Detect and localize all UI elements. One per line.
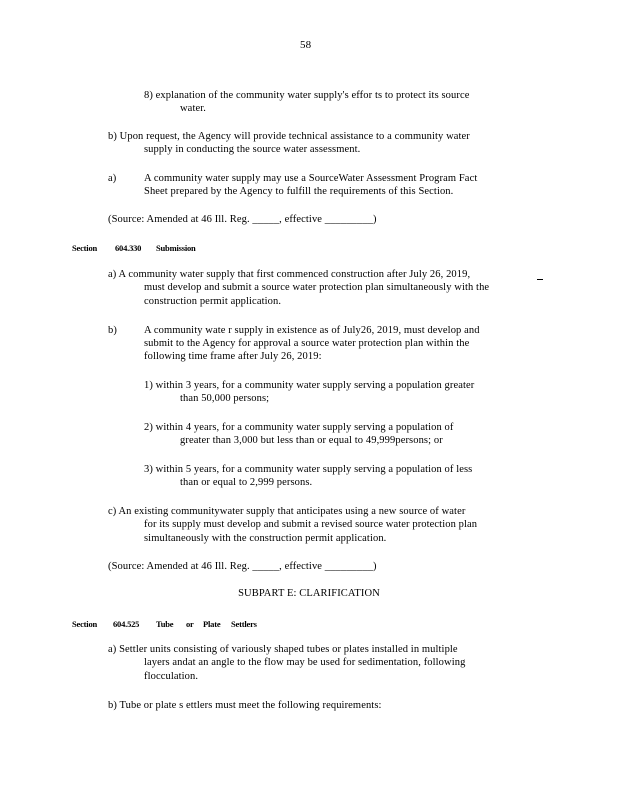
paragraph-a-settler-line-3: flocculation. bbox=[144, 671, 199, 682]
item-1-line-1: 1) within 3 years, for a community water supply serving a population greater bbox=[144, 380, 475, 391]
source-note-1: (Source: Amended at 46 Ill. Reg. _____, effective _________) bbox=[108, 214, 377, 225]
section-number-604-525: 604.525 bbox=[113, 619, 140, 629]
paragraph-a-settler-line-1: a) Settler units consisting of variously shaped tubes or plates installed in multiple bbox=[108, 644, 458, 655]
source-note-2: (Source: Amended at 46 Ill. Reg. _____, effective _________) bbox=[108, 561, 377, 572]
section-title-word-4: Settlers bbox=[231, 619, 257, 629]
section-label: Section bbox=[72, 243, 98, 253]
item-3-line-2: than or equal to 2,999 persons. bbox=[180, 477, 313, 488]
paragraph-a-marker: a) bbox=[108, 173, 117, 184]
paragraph-b-existence-line-3: following time frame after July 26, 2019: bbox=[144, 351, 322, 362]
paragraph-a-line-2: Sheet prepared by the Agency to fulfill the requirements of this Section. bbox=[144, 186, 454, 197]
item-2-line-1: 2) within 4 years, for a community water supply serving a population of bbox=[144, 422, 454, 433]
paragraph-a-commenced-line-1: a) A community water supply that first commenced construction after July 26, 2019, bbox=[108, 269, 471, 280]
paragraph-b-tube-line-1: b) Tube or plate s ettlers must meet the following requirements: bbox=[108, 700, 382, 711]
paragraph-a-settler-line-2: layers andat an angle to the flow may be used for sedimentation, following bbox=[144, 657, 466, 668]
paragraph-b-existence-line-2: submit to the Agency for approval a source water protection plan within the bbox=[144, 338, 470, 349]
paragraph-a-commenced-line-2: must develop and submit a source water protection plan simultaneously with the bbox=[144, 282, 490, 293]
item-3-line-1: 3) within 5 years, for a community water supply serving a population of less bbox=[144, 464, 473, 475]
item-8-line-1: 8) explanation of the community water supply's effor ts to protect its source bbox=[144, 90, 470, 101]
section-title: Submission bbox=[156, 243, 196, 253]
paragraph-c-line-2: for its supply must develop and submit a revised source water protection plan bbox=[144, 519, 478, 530]
item-2-line-2: greater than 3,000 but less than or equal to 49,999persons; or bbox=[180, 435, 443, 446]
paragraph-c-line-1: c) An existing communitywater supply that anticipates using a new source of water bbox=[108, 506, 466, 517]
paragraph-c-line-3: simultaneously with the construction permit application. bbox=[144, 533, 387, 544]
item-1-line-2: than 50,000 persons; bbox=[180, 393, 270, 404]
paragraph-b-upon-request-line-2: supply in conducting the source water assessment. bbox=[144, 144, 361, 155]
section-title-word-3: Plate bbox=[203, 619, 221, 629]
paragraph-b-upon-request-line-1: b) Upon request, the Agency will provide technical assistance to a community water bbox=[108, 131, 470, 142]
paragraph-b-marker: b) bbox=[108, 325, 117, 336]
margin-mark bbox=[537, 279, 543, 280]
section-title-word-2: or bbox=[186, 619, 194, 629]
item-8-line-2: water. bbox=[180, 103, 206, 114]
section-number: 604.330 bbox=[115, 243, 142, 253]
paragraph-a-line-1: A community water supply may use a SourceWater Assessment Program Fact bbox=[144, 173, 478, 184]
page-number: 58 bbox=[300, 39, 312, 51]
paragraph-a-commenced-line-3: construction permit application. bbox=[144, 296, 282, 307]
section-title-word-1: Tube bbox=[156, 619, 174, 629]
subpart-heading: SUBPART E: CLARIFICATION bbox=[238, 588, 380, 599]
paragraph-b-existence-line-1: A community wate r supply in existence as of July26, 2019, must develop and bbox=[144, 325, 480, 336]
section-label-604-525: Section bbox=[72, 619, 98, 629]
